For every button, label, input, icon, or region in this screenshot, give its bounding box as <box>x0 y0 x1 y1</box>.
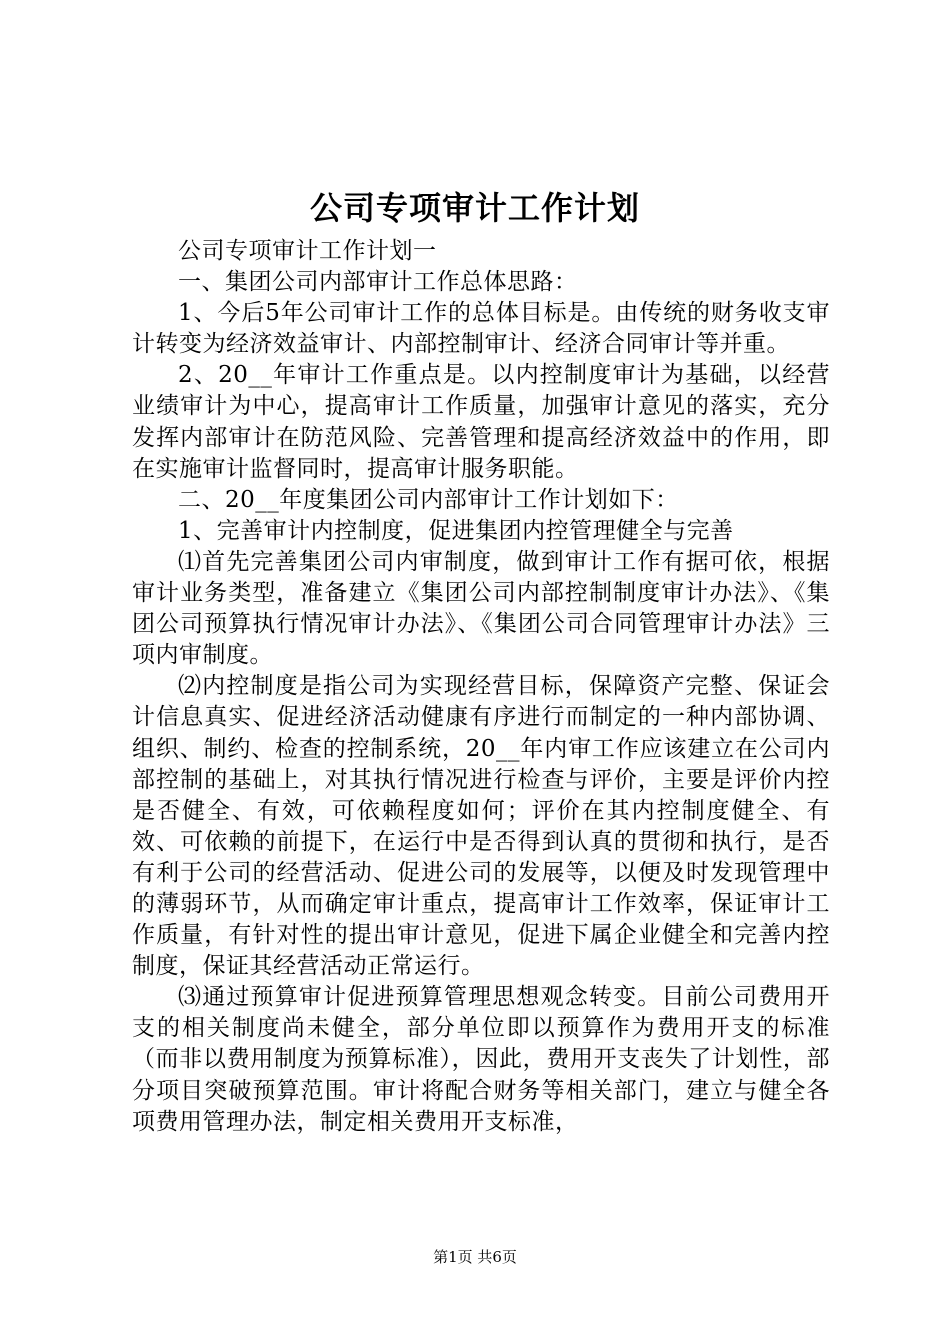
paragraph: 1、今后5年公司审计工作的总体目标是。由传统的财务收支审计转变为经济效益审计、内部控制审计、经济合同审计等并重。 <box>132 300 830 358</box>
paragraph: ⑵内控制度是指公司为实现经营目标，保障资产完整、保证会计信息真实、促进经济活动健康有序进行而制定的一种内部协调、组织、制约、检查的控制系统，20__年内审工作应该建立在公司内部控制的基础上，对其执行情况进行检查与评价，主要是评价内控是否健全、有效，可依赖程度如何；评价在其内控制度健全、有效、可依赖的前提下，在运行中是否得到认真的贯彻和执行，是否有利于公司的经营活动、促进公司的发展等，以便及时发现管理中的薄弱环节，从而确定审计重点，提高审计工作效率，保证审计工作质量，有针对性的提出审计意见，促进下属企业健全和完善内控制度，保证其经营活动正常运行。 <box>132 673 830 980</box>
paragraph: 二、20__年度集团公司内部审计工作计划如下： <box>178 486 679 513</box>
paragraph: 2、20__年审计工作重点是。以内控制度审计为基础，以经营业绩审计为中心，提高审计工作质量，加强审计意见的落实，充分发挥内部审计在防范风险、完善管理和提高经济效益中的作用，即在实施审计监督同时，提高审计服务职能。 <box>132 362 830 482</box>
paragraph: 一、集团公司内部审计工作总体思路： <box>178 269 578 296</box>
paragraph: 公司专项审计工作计划一 <box>178 238 437 264</box>
page-number-footer: 第1页 共6页 <box>433 1248 517 1266</box>
document-title: 公司专项审计工作计划 <box>309 189 640 227</box>
document-body <box>132 236 830 1138</box>
paragraph: ⑶通过预算审计促进预算管理思想观念转变。目前公司费用开支的相关制度尚未健全，部分单位即以预算作为费用开支的标准（而非以费用制度为预算标准），因此，费用开支丧失了计划性，部分项目突破预算范围。审计将配合财务等相关部门，建立与健全各项费用管理办法，制定相关费用开支标准， <box>132 984 830 1135</box>
paragraph: ⑴首先完善集团公司内审制度，做到审计工作有据可依，根据审计业务类型，准备建立《集团公司内部控制制度审计办法》、《集团公司预算执行情况审计办法》、《集团公司合同管理审计办法》三项内审制度。 <box>132 548 830 669</box>
paragraph: 1、完善审计内控制度，促进集团内控管理健全与完善 <box>178 517 734 544</box>
